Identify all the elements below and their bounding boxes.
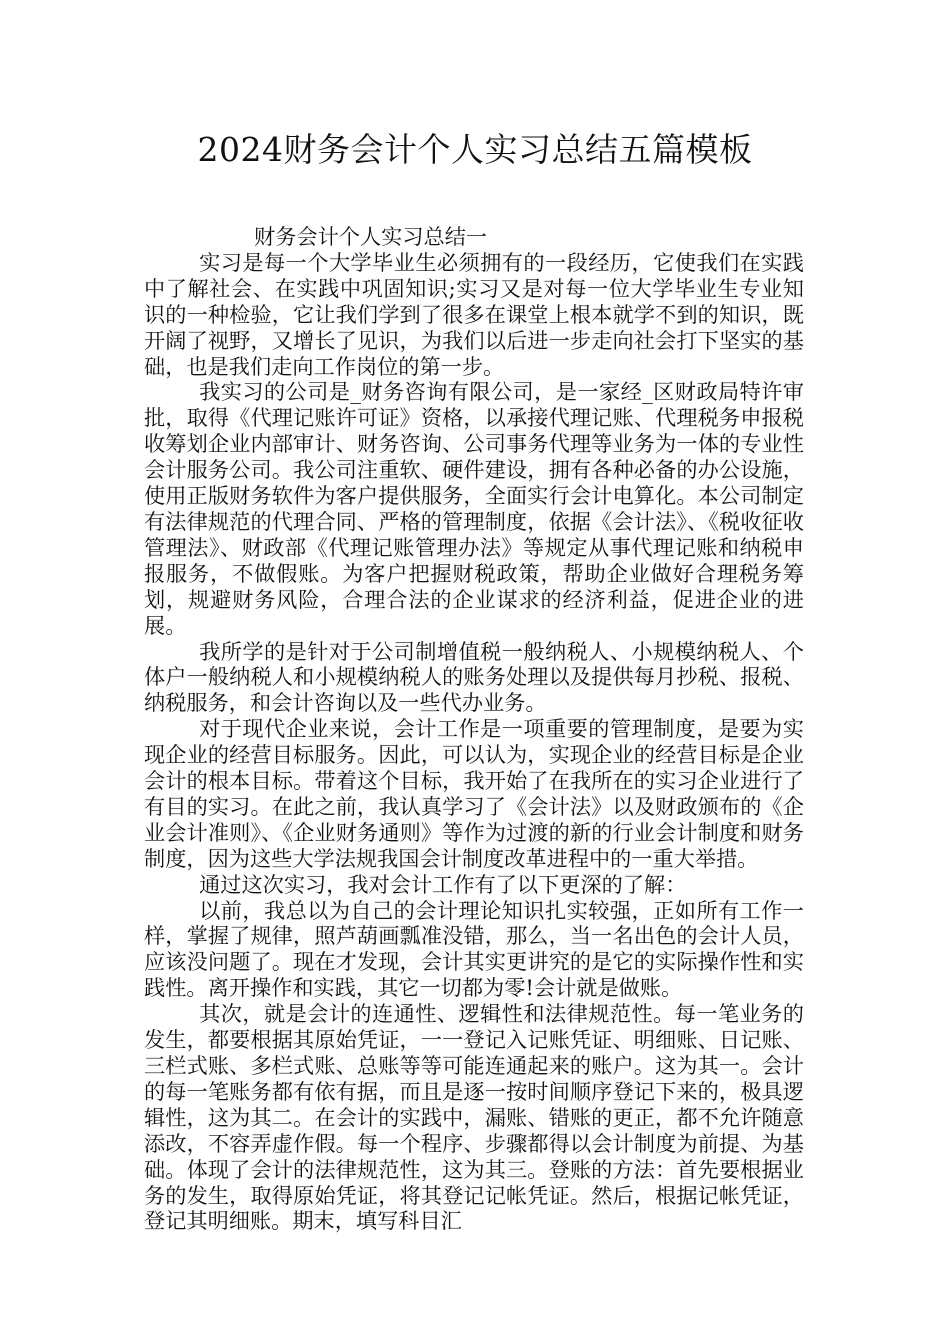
- section-heading: 财务会计个人实习总结一: [254, 224, 488, 249]
- paragraph: 通过这次实习，我对会计工作有了以下更深的了解：: [199, 871, 687, 897]
- document-body: [144, 224, 804, 1234]
- paragraph: 其次，就是会计的连通性、逻辑性和法律规范性。每一笔业务的发生，都要根据其原始凭证，一一登记入记账凭证、明细账、日记账、三栏式账、多栏式账、总账等等可能连通起来的账户。这为其一。会计的每一笔账务都有依有据，而且是逐一按时间顺序登记下来的，极具逻辑性，这为其二。在会计的实践中，漏账、错账的更正，都不允许随意添改，不容弄虚作假。每一个程序、步骤都得以会计制度为前提、为基础。体现了会计的法律规范性，这为其三。登账的方法：首先要根据业务的发生，取得原始凭证，将其登记记帐凭证。然后，根据记帐凭证，登记其明细账。期末，填写科目汇: [144, 1001, 804, 1234]
- paragraph: 以前，我总以为自己的会计理论知识扎实较强，正如所有工作一样，掌握了规律，照芦葫画瓢准没错，那么，当一名出色的会计人员，应该没问题了。现在才发现，会计其实更讲究的是它的实际操作性和实践性。离开操作和实践，其它一切都为零!会计就是做账。: [144, 897, 804, 1001]
- paragraph: 我所学的是针对于公司制增值税一般纳税人、小规模纳税人、个体户一般纳税人和小规模纳税人的账务处理以及提供每月抄税、报税、纳税服务，和会计咨询以及一些代办业务。: [144, 638, 804, 716]
- paragraph: 实习是每一个大学毕业生必须拥有的一段经历，它使我们在实践中了解社会、在实践中巩固知识;实习又是对每一位大学毕业生专业知识的一种检验，它让我们学到了很多在课堂上根本就学不到的知识，既开阔了视野，又增长了见识，为我们以后进一步走向社会打下坚实的基础，也是我们走向工作岗位的第一步。: [144, 249, 804, 379]
- document-title: 2024财务会计个人实习总结五篇模板: [197, 130, 753, 169]
- paragraph: 对于现代企业来说，会计工作是一项重要的管理制度，是要为实现企业的经营目标服务。因此，可以认为，实现企业的经营目标是企业会计的根本目标。带着这个目标，我开始了在我所在的实习企业进行了有目的实习。在此之前，我认真学习了《会计法》以及财政颁布的《企业会计准则》、《企业财务通则》等作为过渡的新的行业会计制度和财务制度，因为这些大学法规我国会计制度改革进程中的一重大举措。: [144, 716, 804, 871]
- paragraph: 我实习的公司是_财务咨询有限公司，是一家经_区财政局特许审批，取得《代理记账许可证》资格，以承接代理记账、代理税务申报税收筹划企业内部审计、财务咨询、公司事务代理等业务为一体的专业性会计服务公司。我公司注重软、硬件建设，拥有各种必备的办公设施，使用正版财务软件为客户提供服务，全面实行会计电算化。本公司制定有法律规范的代理合同、严格的管理制度，依据《会计法》、《税收征收管理法》、财政部《代理记账管理办法》等规定从事代理记账和纳税申报服务，不做假账。为客户把握财税政策，帮助企业做好合理税务筹划，规避财务风险，合理合法的企业谋求的经济利益，促进企业的进展。: [144, 379, 804, 638]
